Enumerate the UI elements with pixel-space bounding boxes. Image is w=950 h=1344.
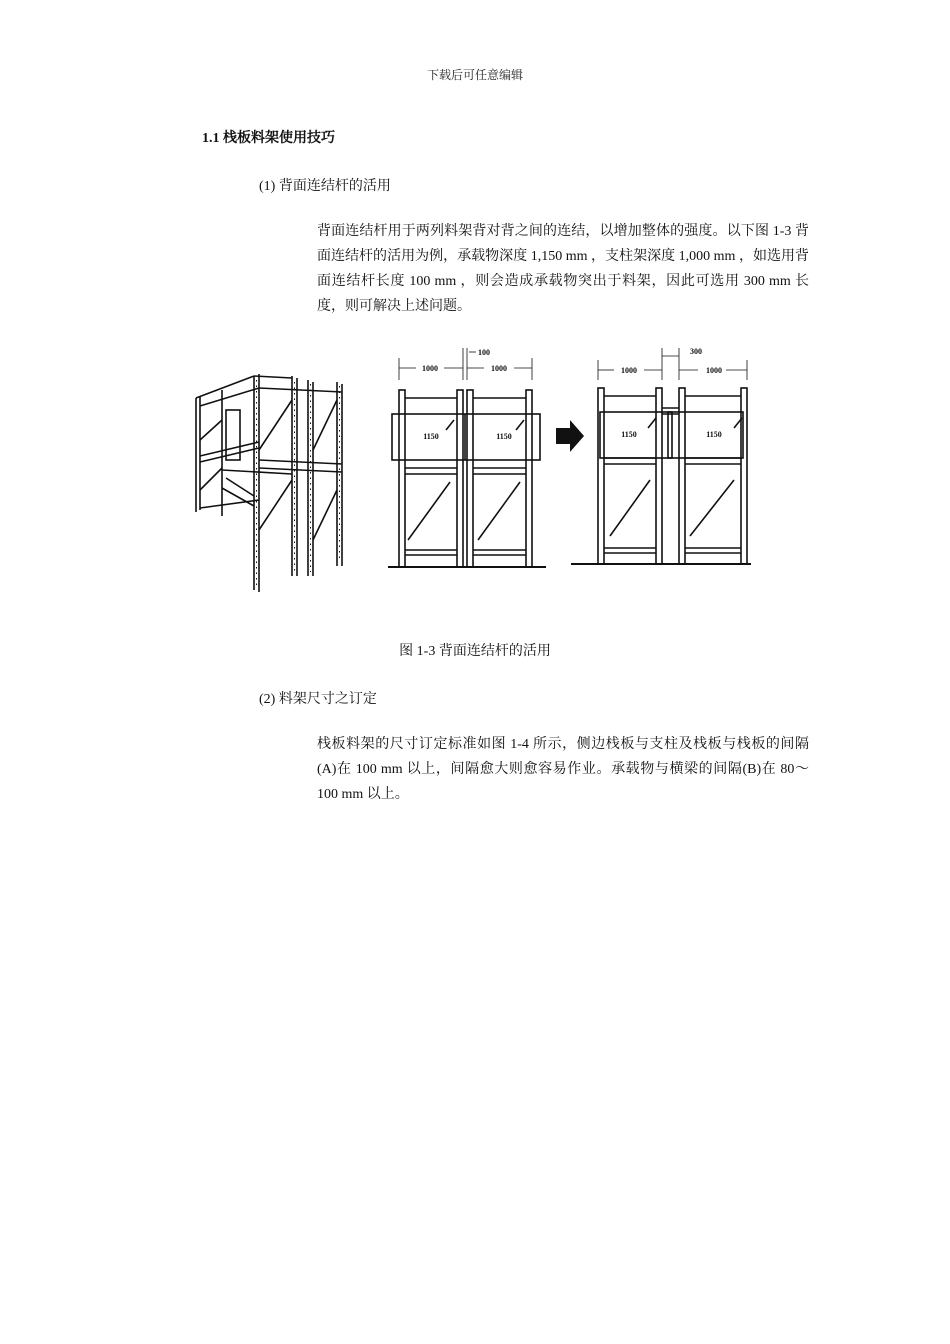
load-label: 1150 bbox=[496, 432, 512, 441]
paragraph-1: 背面连结杆用于两列料架背对背之间的连结，以增加整体的强度。以下图 1-3 背面连结杆的活用为例，承载物深度 1,150 mm ，支柱架深度 1,000 mm ，如选用背面连结杆长度 100 mm ，则会造成承载物突出于料架，因此可选用 300 mm 长度，则可解决上述问题。 bbox=[317, 224, 809, 314]
rack-elevation-300 bbox=[571, 348, 751, 564]
rack-elevation-100 bbox=[388, 348, 546, 567]
section-title: 1.1 栈板料架使用技巧 bbox=[202, 131, 335, 146]
dim-label: 100 bbox=[478, 348, 490, 357]
arrow-right-icon bbox=[556, 420, 584, 452]
rack-perspective-illustration bbox=[196, 374, 342, 592]
load-label: 1150 bbox=[621, 430, 637, 439]
dim-label: 1000 bbox=[491, 364, 507, 373]
figure-illustration bbox=[186, 340, 816, 600]
dim-label: 1000 bbox=[422, 364, 438, 373]
load-label: 1150 bbox=[706, 430, 722, 439]
dim-label: 1000 bbox=[706, 366, 722, 375]
load-label: 1150 bbox=[423, 432, 439, 441]
dim-label: 1000 bbox=[621, 366, 637, 375]
dim-label: 300 bbox=[690, 347, 702, 356]
figure-caption: 图 1-3 背面连结杆的活用 bbox=[399, 644, 551, 659]
figure-1-3 bbox=[186, 340, 816, 605]
subsection-title-2: (2) 料架尺寸之订定 bbox=[259, 692, 377, 707]
page-header: 下载后可任意编辑 bbox=[426, 68, 523, 82]
subsection-title-1: (1) 背面连结杆的活用 bbox=[259, 179, 391, 194]
paragraph-2: 栈板料架的尺寸订定标准如图 1-4 所示，侧边栈板与支柱及栈板与栈板的间隔(A)在 100 mm 以上，间隔愈大则愈容易作业。承载物与横梁的间隔(B)在 80～100 mm 以上。 bbox=[317, 737, 809, 802]
